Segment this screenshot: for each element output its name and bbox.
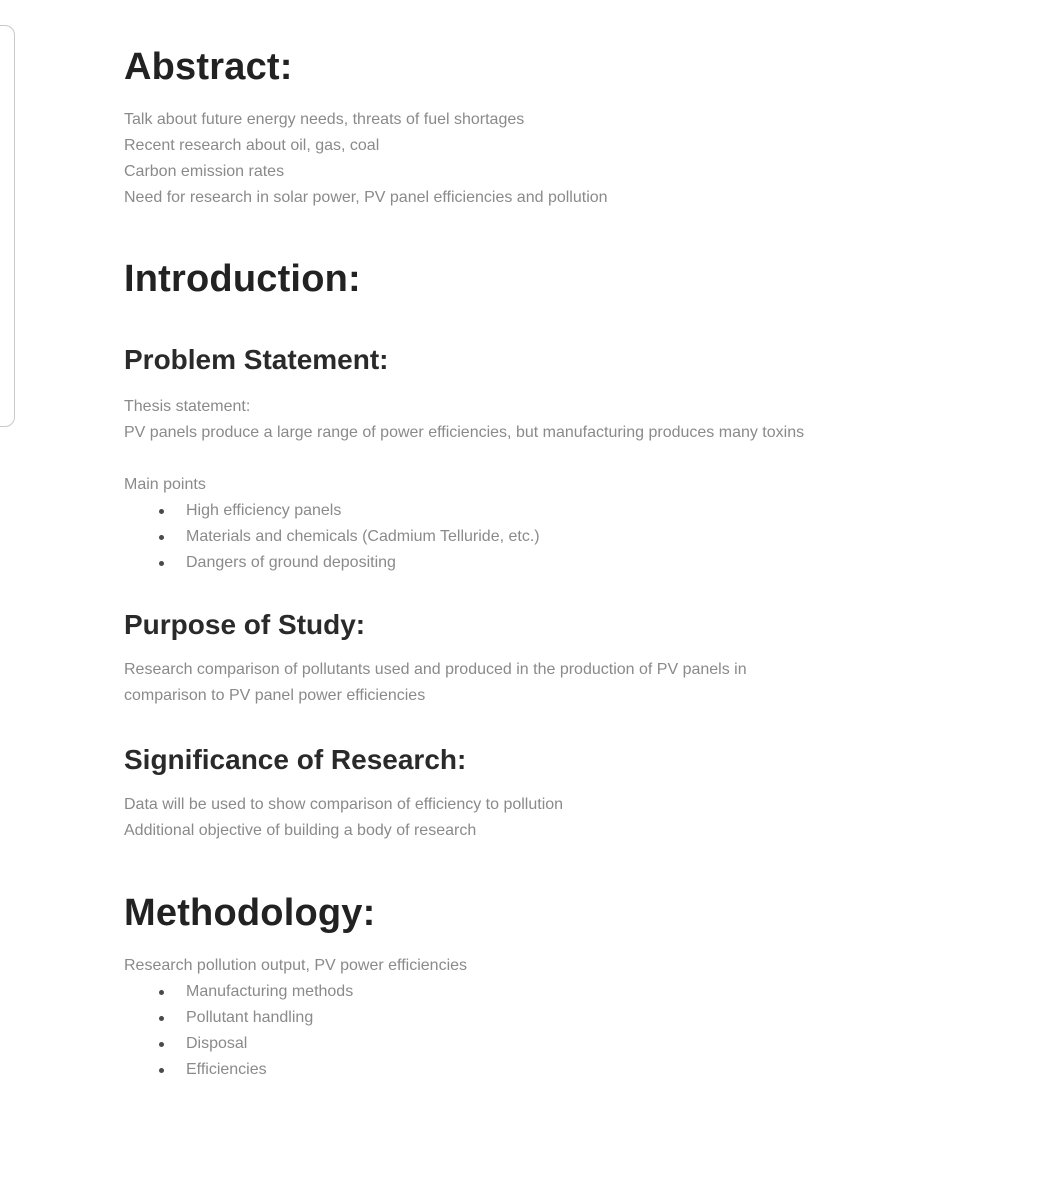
thesis-text: PV panels produce a large range of power efficiencies, but manufacturing produces many toxins (124, 424, 805, 441)
main-points-label: Main points (124, 476, 206, 493)
purpose-body (124, 657, 747, 709)
abstract-line: Carbon emission rates (124, 163, 285, 180)
purpose-line: Research comparison of pollutants used and produced in the production of PV panels in (124, 661, 747, 678)
methodology-intro: Research pollution output, PV power efficiencies (124, 957, 468, 974)
significance-heading: Significance of Research: (124, 744, 467, 775)
list-item: Manufacturing methods (124, 979, 467, 1005)
abstract-line: Talk about future energy needs, threats of fuel shortages (124, 111, 525, 128)
list-item: Dangers of ground depositing (124, 550, 804, 576)
abstract-line: Need for research in solar power, PV panel efficiencies and pollution (124, 189, 608, 206)
problem-statement-body (124, 394, 804, 576)
significance-line: Additional objective of building a body of research (124, 822, 477, 839)
methodology-body (124, 953, 467, 1083)
side-panel (0, 25, 15, 427)
list-item: Efficiencies (124, 1057, 467, 1083)
thesis-label: Thesis statement: (124, 398, 251, 415)
list-item: High efficiency panels (124, 498, 804, 524)
introduction-heading: Introduction: (124, 258, 361, 300)
methodology-heading: Methodology: (124, 892, 376, 934)
abstract-line: Recent research about oil, gas, coal (124, 137, 380, 154)
list-item: Disposal (124, 1031, 467, 1057)
methodology-list (124, 979, 467, 1083)
purpose-heading: Purpose of Study: (124, 609, 366, 640)
list-item: Materials and chemicals (Cadmium Telluride, etc.) (124, 524, 804, 550)
main-points-list (124, 498, 804, 576)
list-item: Pollutant handling (124, 1005, 467, 1031)
significance-body (124, 792, 563, 844)
abstract-heading: Abstract: (124, 46, 293, 88)
significance-line: Data will be used to show comparison of efficiency to pollution (124, 796, 564, 813)
purpose-line: comparison to PV panel power efficiencies (124, 687, 426, 704)
abstract-body (124, 107, 608, 211)
problem-statement-heading: Problem Statement: (124, 344, 389, 375)
